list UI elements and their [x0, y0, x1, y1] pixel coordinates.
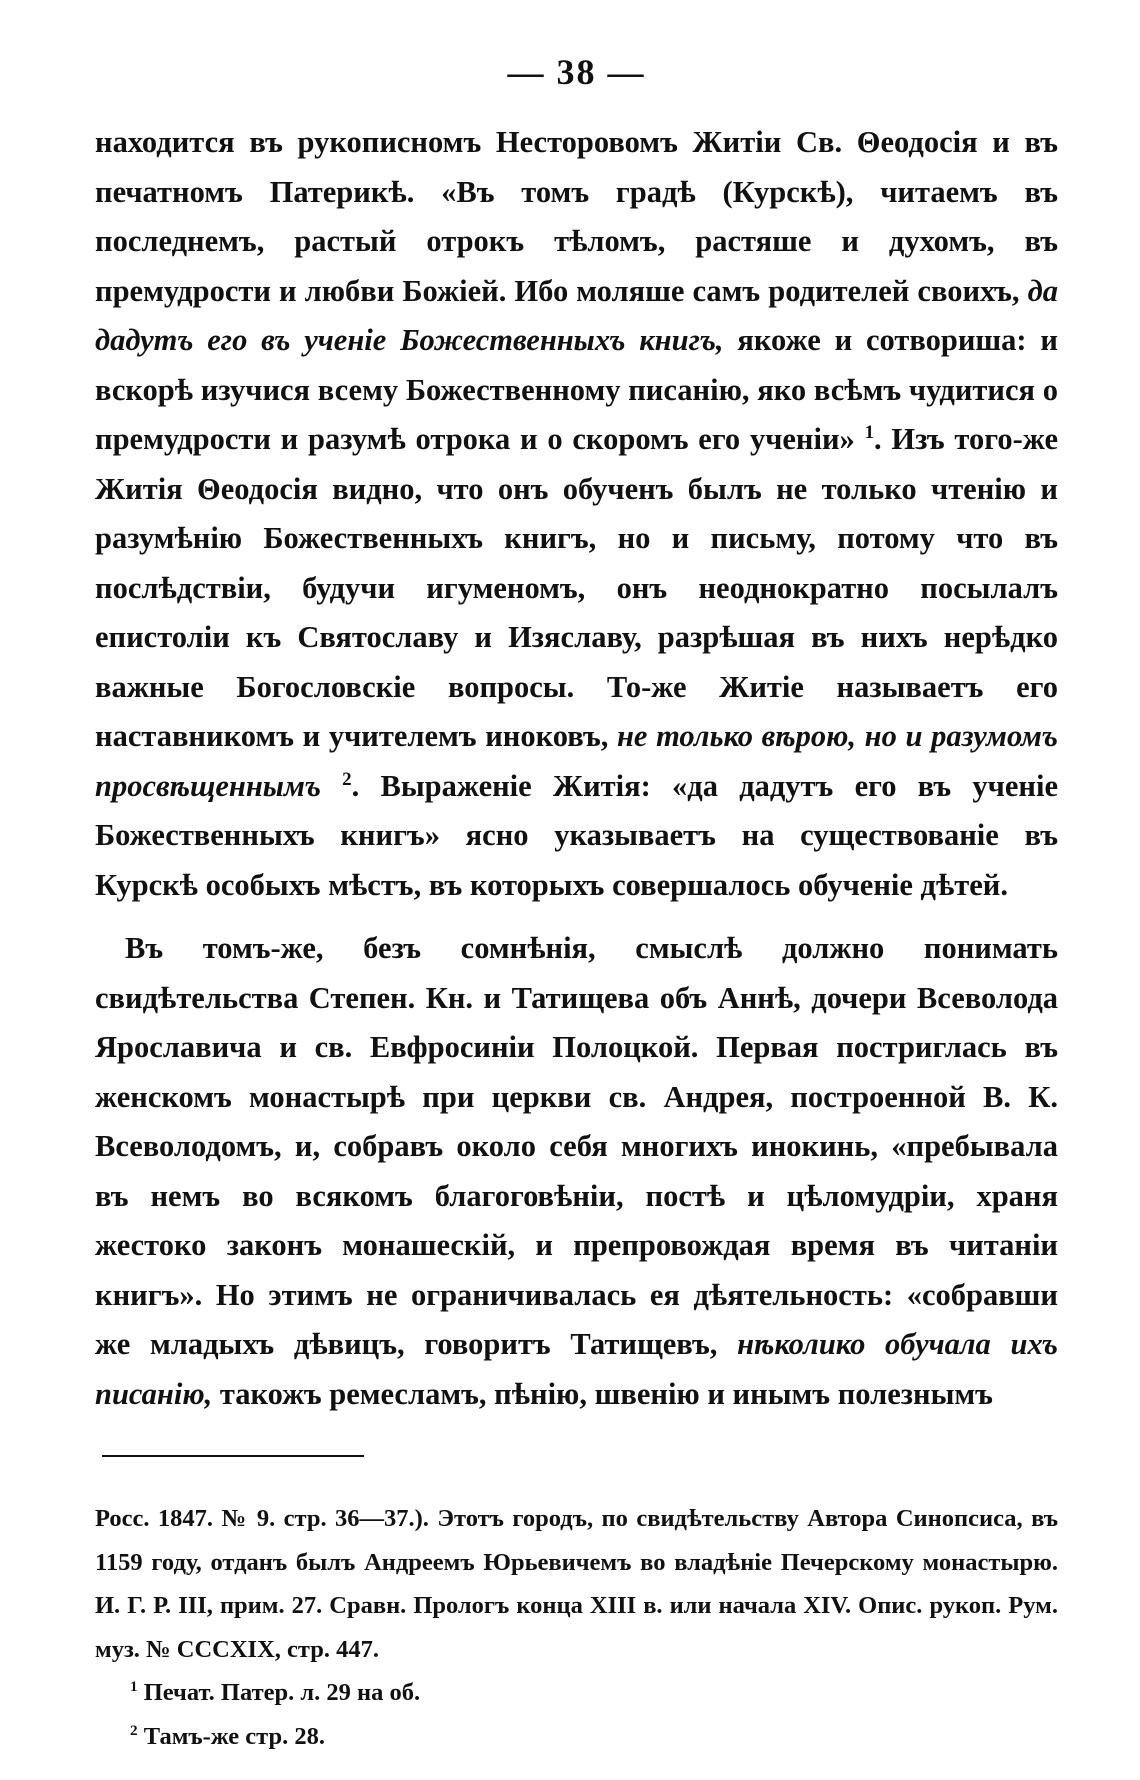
- footnote-divider: [102, 1455, 364, 1457]
- page-number: — 38 —: [507, 52, 646, 92]
- paragraph-1-text-d: . Выраженіе Житія: «да дадутъ его въ ученіе Божественныхъ книгъ» ясно указываетъ на существованіе въ Курскѣ особыхъ мѣстъ, въ которыхъ совершалось обученіе дѣтей.: [95, 768, 1058, 902]
- paragraph-2-italic-phrase: нѣколико обучала ихъ писанію,: [95, 1327, 1059, 1411]
- footnote-1-text: Печат. Патер. л. 29 на об.: [137, 1679, 421, 1706]
- footnote-marker-1: 1: [130, 1677, 138, 1695]
- paragraph-2: [95, 924, 1058, 1419]
- footnote-marker-2: 2: [130, 1721, 138, 1739]
- footnote-2-text: Тамъ-же стр. 28.: [137, 1722, 325, 1750]
- footnote-continued: Росс. 1847. № 9. стр. 36—37.). Этотъ городъ, по свидѣтельству Автора Синопсиса, въ 1159 году, отданъ былъ Андреемъ Юрьевичемъ во владѣніе Печерскому монастырю. И. Г. Р. III, прим. 27. Сравн. Прологъ конца XIII в. или начала XIV. Опис. рукоп. Рум. муз. № CCCXIX, стр. 447.: [95, 1505, 1058, 1663]
- paragraph-1: [95, 118, 1058, 910]
- paragraph-1-text-a: находится въ рукописномъ Несторовомъ Житіи Св. Θеодосія и въ печатномъ Патерикѣ. «Въ томъ градѣ (Курскѣ), читаемъ въ последнемъ, растый отрокъ тѣломъ, растяше и духомъ, въ премудрости и любви Божіей. Ибо моляше самъ родителей своихъ,: [95, 125, 1058, 308]
- footnote-ref-1[interactable]: 1: [864, 421, 875, 443]
- paragraph-1-text-c: . Изъ того-же Житія Θеодосія видно, что онъ обученъ былъ не только чтенію и разумѣнію Божественныхъ книгъ, но и письму, потому что въ послѣдствіи, будучи игуменомъ, онъ неоднократно посылалъ епистоліи къ Святославу и Изяславу, разрѣшая въ нихъ нерѣдко важные Богословскіе вопросы. То-же Житіе называетъ его наставникомъ и учителемъ иноковъ,: [95, 422, 1058, 753]
- paragraph-1-italic-phrase: не только вѣрою, но и разумомъ просвѣщеннымъ: [95, 719, 1058, 803]
- paragraph-2-text-b: такожъ ремесламъ, пѣнію, швенію и инымъ полезнымъ: [212, 1376, 993, 1411]
- paragraph-1-italic-quote: да дадутъ его въ ученіе Божественныхъ книгъ,: [95, 273, 1058, 357]
- footnotes: [95, 1497, 1058, 1758]
- footnote-2: [95, 1715, 1058, 1759]
- footnote-ref-2[interactable]: 2: [342, 768, 352, 790]
- footnote-1: [95, 1671, 1058, 1715]
- paragraph-1-text-b: якоже и сотвориша: и вскорѣ изучися всему Божественному писанію, яко всѣмъ чудитися о премудрости и разумѣ отрока и о скоромъ его ученіи»: [95, 323, 1058, 456]
- paragraph-2-text-a: Въ томъ-же, безъ сомнѣнія, смыслѣ должно понимать свидѣтельства Степен. Кн. и Татищева объ Аннѣ, дочери Всеволода Ярославича и св. Евфросиніи Полоцкой. Первая постриглась въ женскомъ монастырѣ при церкви св. Андрея, построенной В. К. Всеволодомъ, и, собравъ около себя многихъ инокинь, «пребывала въ немъ во всякомъ благоговѣніи, постѣ и цѣломудріи, храня жестоко законъ монашескій, и препровождая время въ читаніи книгъ». Но этимъ не ограничивалась ея дѣятельность: «собравши же младыхъ дѣвицъ, говоритъ Татищевъ,: [95, 931, 1058, 1361]
